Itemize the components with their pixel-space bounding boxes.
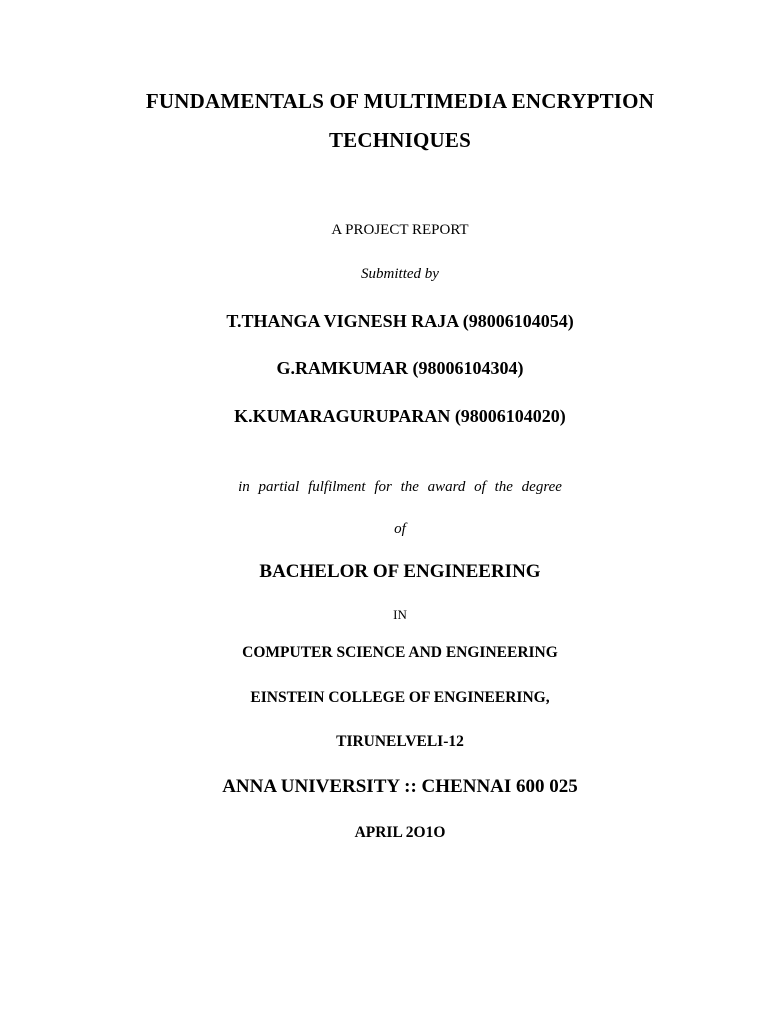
report-title-line-2: TECHNIQUES: [328, 128, 472, 152]
submission-date: APRIL 2O1O: [354, 824, 446, 841]
report-type: A PROJECT REPORT: [331, 222, 469, 238]
college-name: EINSTEIN COLLEGE OF ENGINEERING,: [250, 689, 550, 706]
university-name: ANNA UNIVERSITY :: CHENNAI 600 025: [222, 776, 578, 797]
report-title-line-1: FUNDAMENTALS OF MULTIMEDIA ENCRYPTION: [145, 89, 655, 113]
college-city: TIRUNELVELI-12: [336, 733, 464, 750]
author-1: T.THANGA VIGNESH RAJA (98006104054): [226, 311, 574, 331]
of-label: of: [394, 521, 406, 537]
degree-name: BACHELOR OF ENGINEERING: [259, 561, 541, 582]
fulfilment-statement: in partial fulfilment for the award of the degree: [238, 479, 562, 495]
submitted-by-label: Submitted by: [361, 266, 439, 282]
department-name: COMPUTER SCIENCE AND ENGINEERING: [242, 644, 558, 661]
in-label: IN: [393, 607, 407, 622]
author-2: G.RAMKUMAR (98006104304): [276, 358, 524, 378]
author-3: K.KUMARAGURUPARAN (98006104020): [234, 406, 566, 426]
